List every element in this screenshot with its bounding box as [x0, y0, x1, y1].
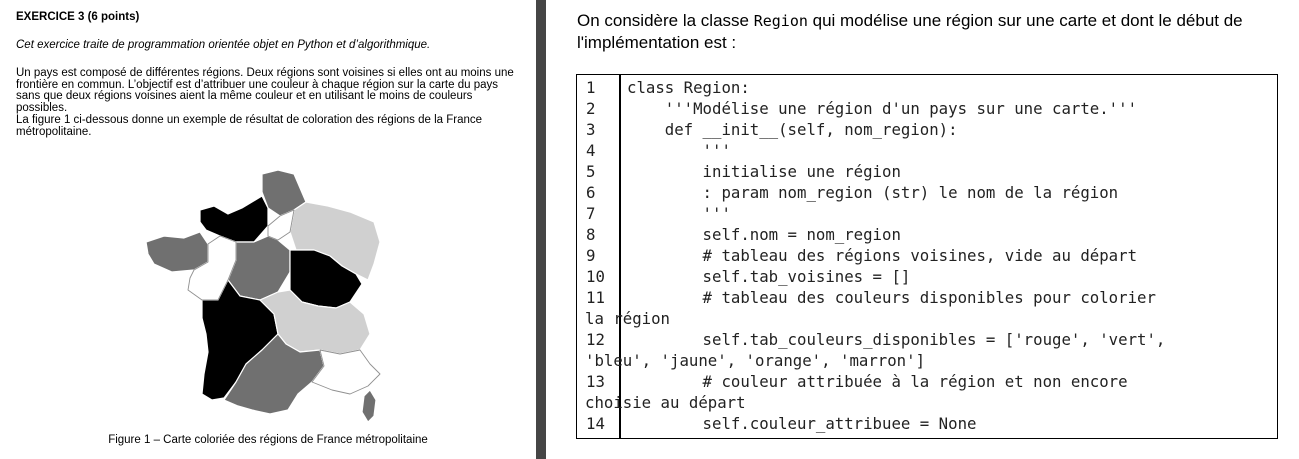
code-line — [577, 224, 1277, 245]
code-line — [577, 245, 1277, 266]
exercise-subtitle: Cet exercice traite de programmation orientée objet en Python et d’algorithmique. — [16, 39, 431, 51]
line-number: 13 — [586, 372, 605, 391]
exercise-title: EXERCICE 3 (6 points) — [16, 11, 140, 23]
code-line — [577, 413, 1277, 434]
line-number: 1 — [586, 78, 596, 97]
france-regions-map — [128, 168, 396, 424]
intro-text-before: On considère la classe — [577, 11, 754, 30]
code-line — [577, 371, 1277, 392]
code-line — [577, 203, 1277, 224]
line-number: 6 — [586, 183, 596, 202]
line-number: 3 — [586, 120, 596, 139]
code-text: '''Modélise une région d'un pays sur une carte.''' — [627, 99, 1138, 118]
code-text: self.couleur_attribuee = None — [627, 414, 977, 433]
region-centre-val-de-loire — [228, 236, 290, 300]
code-line — [577, 287, 1277, 308]
region-normandie — [200, 196, 268, 242]
line-number: 5 — [586, 162, 596, 181]
line-number: 4 — [586, 141, 596, 160]
exercise-panel — [0, 0, 536, 459]
code-listing — [576, 74, 1278, 439]
code-text: self.nom = nom_region — [627, 225, 901, 244]
region-corse — [362, 390, 376, 422]
page-divider — [536, 0, 546, 459]
line-number: 11 — [586, 288, 605, 307]
code-panel — [546, 0, 1299, 459]
code-line — [577, 329, 1277, 350]
line-number: 2 — [586, 99, 596, 118]
code-text: ''' — [627, 204, 731, 223]
code-line — [577, 161, 1277, 182]
code-text: self.tab_voisines = [] — [627, 267, 911, 286]
code-line-continuation: 'bleu', 'jaune', 'orange', 'marron'] — [585, 351, 926, 370]
figure-caption: Figure 1 – Carte coloriée des régions de France métropolitaine — [108, 434, 428, 446]
exercise-intro — [16, 68, 516, 138]
code-line-continuation: choisie au départ — [585, 393, 746, 412]
code-text: def __init__(self, nom_region): — [627, 120, 958, 139]
region-paca — [312, 350, 380, 394]
code-line — [577, 140, 1277, 161]
code-lines — [577, 77, 1277, 434]
code-line-continuation: la région — [585, 309, 671, 328]
code-text: initialise une région — [627, 162, 901, 181]
line-number: 9 — [586, 246, 596, 265]
line-number: 12 — [586, 330, 605, 349]
line-number: 10 — [586, 267, 605, 286]
line-number: 8 — [586, 225, 596, 244]
code-text: # tableau des couleurs disponibles pour colorier — [627, 288, 1156, 307]
code-text: ''' — [627, 141, 731, 160]
intro-class-name: Region — [753, 12, 808, 30]
intro-paragraph-1: Un pays est composé de différentes régions. Deux régions sont voisines si elles ont au moins une frontière en commun. L’objectif est d’attribuer une couleur à chaque région sur la carte du pays sans que deux régions voisines aient la même couleur et en utilisant le moins de couleurs possibles. — [16, 67, 514, 115]
class-intro-text — [577, 10, 1297, 54]
code-text: : param nom_region (str) le nom de la région — [627, 183, 1119, 202]
code-line — [577, 77, 1277, 98]
code-text: class Region: — [627, 78, 750, 97]
code-line — [577, 266, 1277, 287]
region-bretagne — [146, 232, 208, 272]
intro-paragraph-2: La figure 1 ci-dessous donne un exemple de résultat de coloration des régions de la France métropolitaine. — [16, 113, 483, 138]
code-line — [577, 98, 1277, 119]
line-number: 7 — [586, 204, 596, 223]
code-line — [577, 182, 1277, 203]
code-text: # tableau des régions voisines, vide au départ — [627, 246, 1138, 265]
line-number: 14 — [586, 414, 605, 433]
intro-text-after: qui modélise une région sur une carte et dont le début de l'implémentation est : — [577, 11, 1243, 52]
code-text: # couleur attribuée à la région et non encore — [627, 372, 1128, 391]
code-line — [577, 119, 1277, 140]
code-text: self.tab_couleurs_disponibles = ['rouge', 'vert', — [627, 330, 1166, 349]
